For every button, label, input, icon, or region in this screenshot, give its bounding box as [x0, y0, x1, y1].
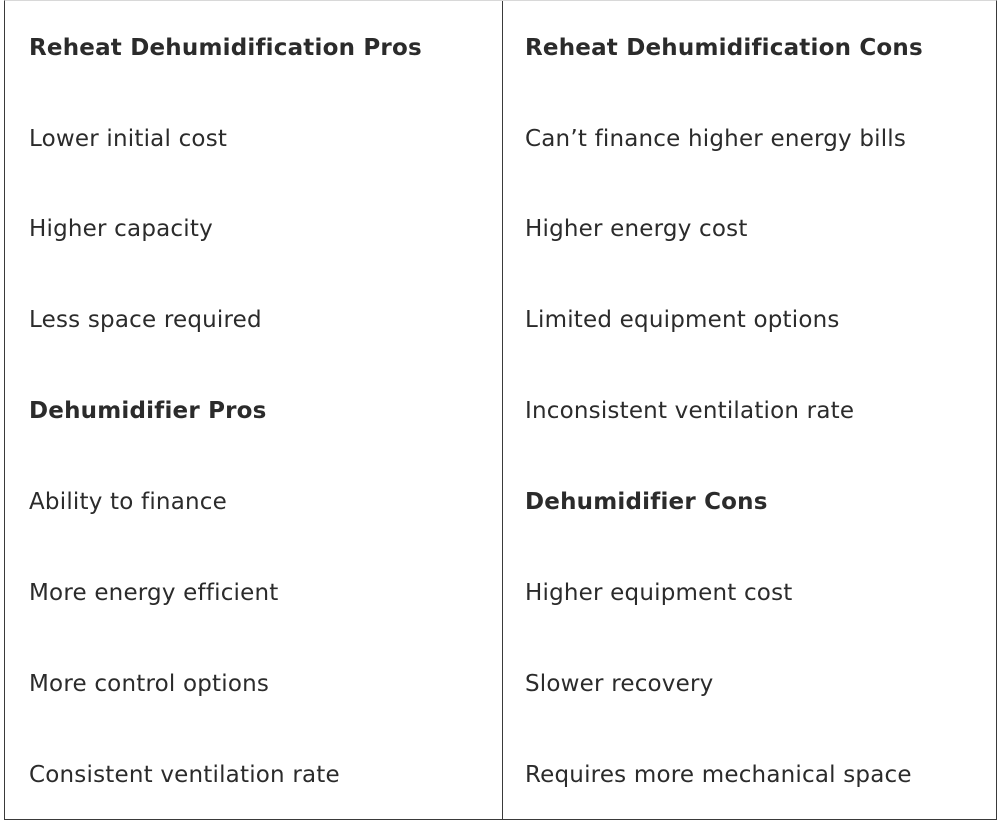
table-cell: Lower initial cost: [29, 126, 228, 152]
table-cell: Limited equipment options: [525, 307, 840, 333]
heading-dehumidifier-cons: Dehumidifier Cons: [525, 489, 768, 515]
heading-dehumidifier-pros: Dehumidifier Pros: [29, 398, 267, 424]
table-cell: Higher energy cost: [525, 216, 748, 242]
table-cell: Higher equipment cost: [525, 580, 793, 606]
table-cell: Can’t finance higher energy bills: [525, 126, 907, 152]
table-cell: Inconsistent ventilation rate: [525, 398, 855, 424]
table-cell: Less space required: [29, 307, 262, 333]
heading-reheat-cons: Reheat Dehumidification Cons: [525, 35, 923, 61]
cons-column: [503, 1, 996, 819]
table-cell: Slower recovery: [525, 671, 714, 697]
table-cell: Consistent ventilation rate: [29, 762, 340, 788]
table-cell: More control options: [29, 671, 270, 697]
table-cell: Ability to finance: [29, 489, 227, 515]
table-cell: More energy efficient: [29, 580, 279, 606]
pros-column: [5, 1, 503, 819]
heading-reheat-pros: Reheat Dehumidification Pros: [29, 35, 422, 61]
pros-cons-table: [4, 0, 997, 820]
table-cell: Requires more mechanical space: [525, 762, 912, 788]
table-cell: Higher capacity: [29, 216, 213, 242]
